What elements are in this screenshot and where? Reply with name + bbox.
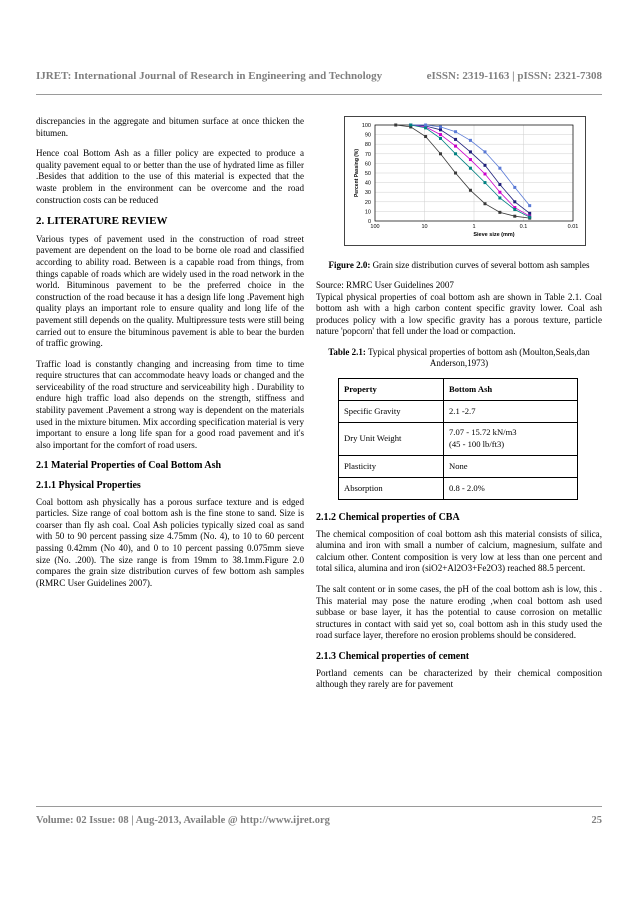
- issn-label: eISSN: 2319-1163 | pISSN: 2321-7308: [426, 70, 602, 82]
- header-rule: [36, 94, 602, 95]
- data-point: [424, 124, 427, 127]
- table-header-cell: Property: [339, 378, 444, 400]
- x-tick-label: 10: [421, 224, 428, 230]
- paragraph: Coal bottom ash physically has a porous surface texture and is edged particles. Size range of coal bottom ash is the fine stone to sand. Size is coarser than fly ash coal. Coal Ash policies typically sized coal as sand with 50 to 90 percent passing size 4.75mm (No. 4), to 10 to 60 percent passing 0.42mm (No 40), and 0 to 10 percent passing 0.075mm sieve size (No. .200). The size range is from 19mm to 38.1mm.Figure 2.0 compares the grain size distribution curves of few bottom ash samples (RMRC User Guidelines 2007).: [36, 496, 304, 588]
- series-line: [411, 125, 530, 206]
- y-tick-label: 10: [364, 209, 371, 216]
- data-point: [439, 128, 442, 131]
- page-header: [36, 70, 602, 82]
- data-point: [483, 202, 486, 205]
- data-point: [513, 215, 516, 218]
- x-tick-label: 100: [370, 224, 380, 230]
- paragraph: The chemical composition of coal bottom ash this material consists of silica, alumina and iron with small a number of calcium, magnesium, sulfate and calcium other. Content composition is very low at less than one percent and total silica, alumina and iron (siO2+Al2O3+Fe2O3) reached 88.5 percent.: [316, 528, 602, 574]
- table-cell: 0.8 - 2.0%: [444, 477, 578, 499]
- page-number: 25: [591, 815, 602, 826]
- data-point: [454, 130, 457, 133]
- table-cell: None: [444, 455, 578, 477]
- data-point: [483, 172, 486, 175]
- data-point: [469, 158, 472, 161]
- data-point: [528, 212, 531, 215]
- table-cell: [444, 422, 578, 455]
- data-point: [454, 172, 457, 175]
- subsection-heading: 2.1.1 Physical Properties: [36, 480, 141, 492]
- paragraph: discrepancies in the aggregate and bitumen surface at once thicken the bitumen.: [36, 116, 304, 138]
- x-tick-label: 0.01: [567, 224, 579, 230]
- table-row: [339, 477, 578, 499]
- table-cell-line: 7.07 - 15.72 kN/m3: [449, 427, 517, 438]
- data-point: [394, 124, 397, 127]
- chart-svg: [345, 117, 585, 245]
- table-cell: Dry Unit Weight: [339, 422, 444, 455]
- left-column: [36, 116, 304, 598]
- table-header-row: [339, 378, 578, 400]
- properties-table: [338, 378, 578, 500]
- data-point: [439, 137, 442, 140]
- table-header-cell: Bottom Ash: [444, 378, 578, 400]
- y-tick-label: 0: [367, 219, 371, 225]
- data-point: [498, 191, 501, 194]
- table-row: [339, 455, 578, 477]
- data-point: [483, 164, 486, 167]
- paragraph: Various types of pavement used in the construction of road street pavement are dependent on the load to be borne ole road and classified according to ability road. Between is a capable road from things, from things capable of roads which are widely used in the road network in the world. Bituminous pavement to be the preferred choice in the construction of the road because it has a design life long .Pavement high quality plays an important role to ensure quality and long life of the pavement still depends on the quality. Multipressure tests were still being carried out to ensure the bituminous pavement is able to bear the burden of traffic growing.: [36, 233, 304, 349]
- figure-caption: Figure 2.0: Grain size distribution curves of several bottom ash samples: [328, 260, 590, 270]
- data-point: [483, 181, 486, 184]
- right-column: [316, 116, 602, 700]
- data-point: [439, 152, 442, 155]
- table-cell-line: (45 - 100 lb/ft3): [449, 438, 505, 449]
- table-row: [339, 400, 578, 422]
- paragraph: Traffic load is constantly changing and increasing from time to time require structures that can accommodate heavy loads or changed and the serviceability of the road structure and serviceability high . Durability to endure high traffic load also depends on the strength, stiffness and stability pavement .Pavement a strong way is dependent on the materials used in the mixture bitumen. Mix according specification material is very important to ensure a long life span for a good road pavement and it's also important for the comfort of road users.: [36, 358, 304, 450]
- series-line: [396, 125, 530, 218]
- data-point: [498, 196, 501, 199]
- journal-title: IJRET: International Journal of Research in Engineering and Technology: [36, 70, 383, 82]
- paragraph: Hence coal Bottom Ash as a filler policy are expected to produce a quality pavement equal to or better than the use of hydrated lime as filler .Besides that addition to the use of this material is expected that the waste problem in the environment can be overcome and the road construction costs can be reduced: [36, 148, 304, 205]
- data-point: [513, 208, 516, 211]
- data-point: [454, 138, 457, 141]
- x-axis-label: Sieve size (mm): [473, 232, 515, 238]
- data-point: [528, 216, 531, 219]
- paragraph: Portland cements can be characterized by their chemical composition although they rarely are for pavement: [316, 667, 602, 690]
- data-point: [498, 211, 501, 214]
- data-point: [469, 150, 472, 153]
- table-cell: 2.1 -2.7: [444, 400, 578, 422]
- y-tick-label: 70: [364, 151, 371, 158]
- data-point: [454, 145, 457, 148]
- data-point: [469, 189, 472, 192]
- table-row: [339, 422, 578, 455]
- data-point: [454, 152, 457, 155]
- data-point: [439, 125, 442, 128]
- y-tick-label: 40: [364, 180, 371, 187]
- footer-volume: Volume: 02 Issue: 08 | Aug-2013, Available @ http://www.ijret.org: [36, 815, 330, 826]
- section-heading: 2. LITERATURE REVIEW: [36, 215, 168, 228]
- table-cell: Absorption: [339, 477, 444, 499]
- subsection-heading: 2.1 Material Properties of Coal Bottom Ash: [36, 460, 222, 472]
- y-tick-label: 100: [361, 123, 371, 129]
- y-tick-label: 20: [364, 199, 371, 206]
- y-tick-label: 90: [364, 132, 371, 139]
- data-point: [513, 200, 516, 203]
- data-point: [469, 167, 472, 170]
- data-point: [469, 139, 472, 142]
- series-line: [411, 125, 530, 216]
- table-cell: Specific Gravity: [339, 400, 444, 422]
- data-point: [513, 186, 516, 189]
- y-axis-label: Percent Passing (%): [354, 148, 360, 198]
- paragraph: Source: RMRC User Guidelines 2007: [316, 280, 454, 290]
- data-point: [439, 133, 442, 136]
- subsection-heading: 2.1.3 Chemical properties of cement: [316, 650, 470, 662]
- data-point: [409, 124, 412, 127]
- y-tick-label: 50: [364, 171, 371, 177]
- table-caption: Table 2.1: Typical physical properties of bottom ash (Moulton,Seals,dan Anderson,1973): [328, 346, 590, 368]
- series-line: [411, 125, 530, 217]
- data-point: [528, 204, 531, 207]
- x-tick-label: 1: [472, 224, 476, 230]
- page-footer: [36, 815, 602, 826]
- data-point: [424, 135, 427, 138]
- paragraph: The salt content or in some cases, the pH of the coal bottom ash is low, this . This material may pose the nature eroding ,when coal bottom ash used subbase or base layer, it has the potential to cause corrosion on metallic structures in contact with said yet so, coal bottom ash in this study used the road surface layer, therefore no erosion problems should be considered.: [316, 583, 602, 641]
- data-point: [498, 167, 501, 170]
- data-point: [424, 126, 427, 129]
- paragraph: Typical physical properties of coal bottom ash are shown in Table 2.1. Coal bottom ash with a high carbon content specific gravity lower. Coal ash produces policy with a low specific gravity has a porous texture, particle nature 'popcorn' that fell under the load or compaction.: [316, 291, 602, 337]
- y-tick-label: 30: [364, 190, 371, 197]
- subsection-heading: 2.1.2 Chemical properties of CBA: [316, 511, 460, 523]
- y-tick-label: 80: [364, 142, 371, 149]
- y-tick-label: 60: [364, 161, 371, 168]
- grain-size-chart: [344, 116, 586, 246]
- footer-rule: [36, 806, 602, 807]
- data-point: [498, 183, 501, 186]
- table-cell: Plasticity: [339, 455, 444, 477]
- x-tick-label: 0.1: [519, 224, 528, 230]
- data-point: [483, 150, 486, 153]
